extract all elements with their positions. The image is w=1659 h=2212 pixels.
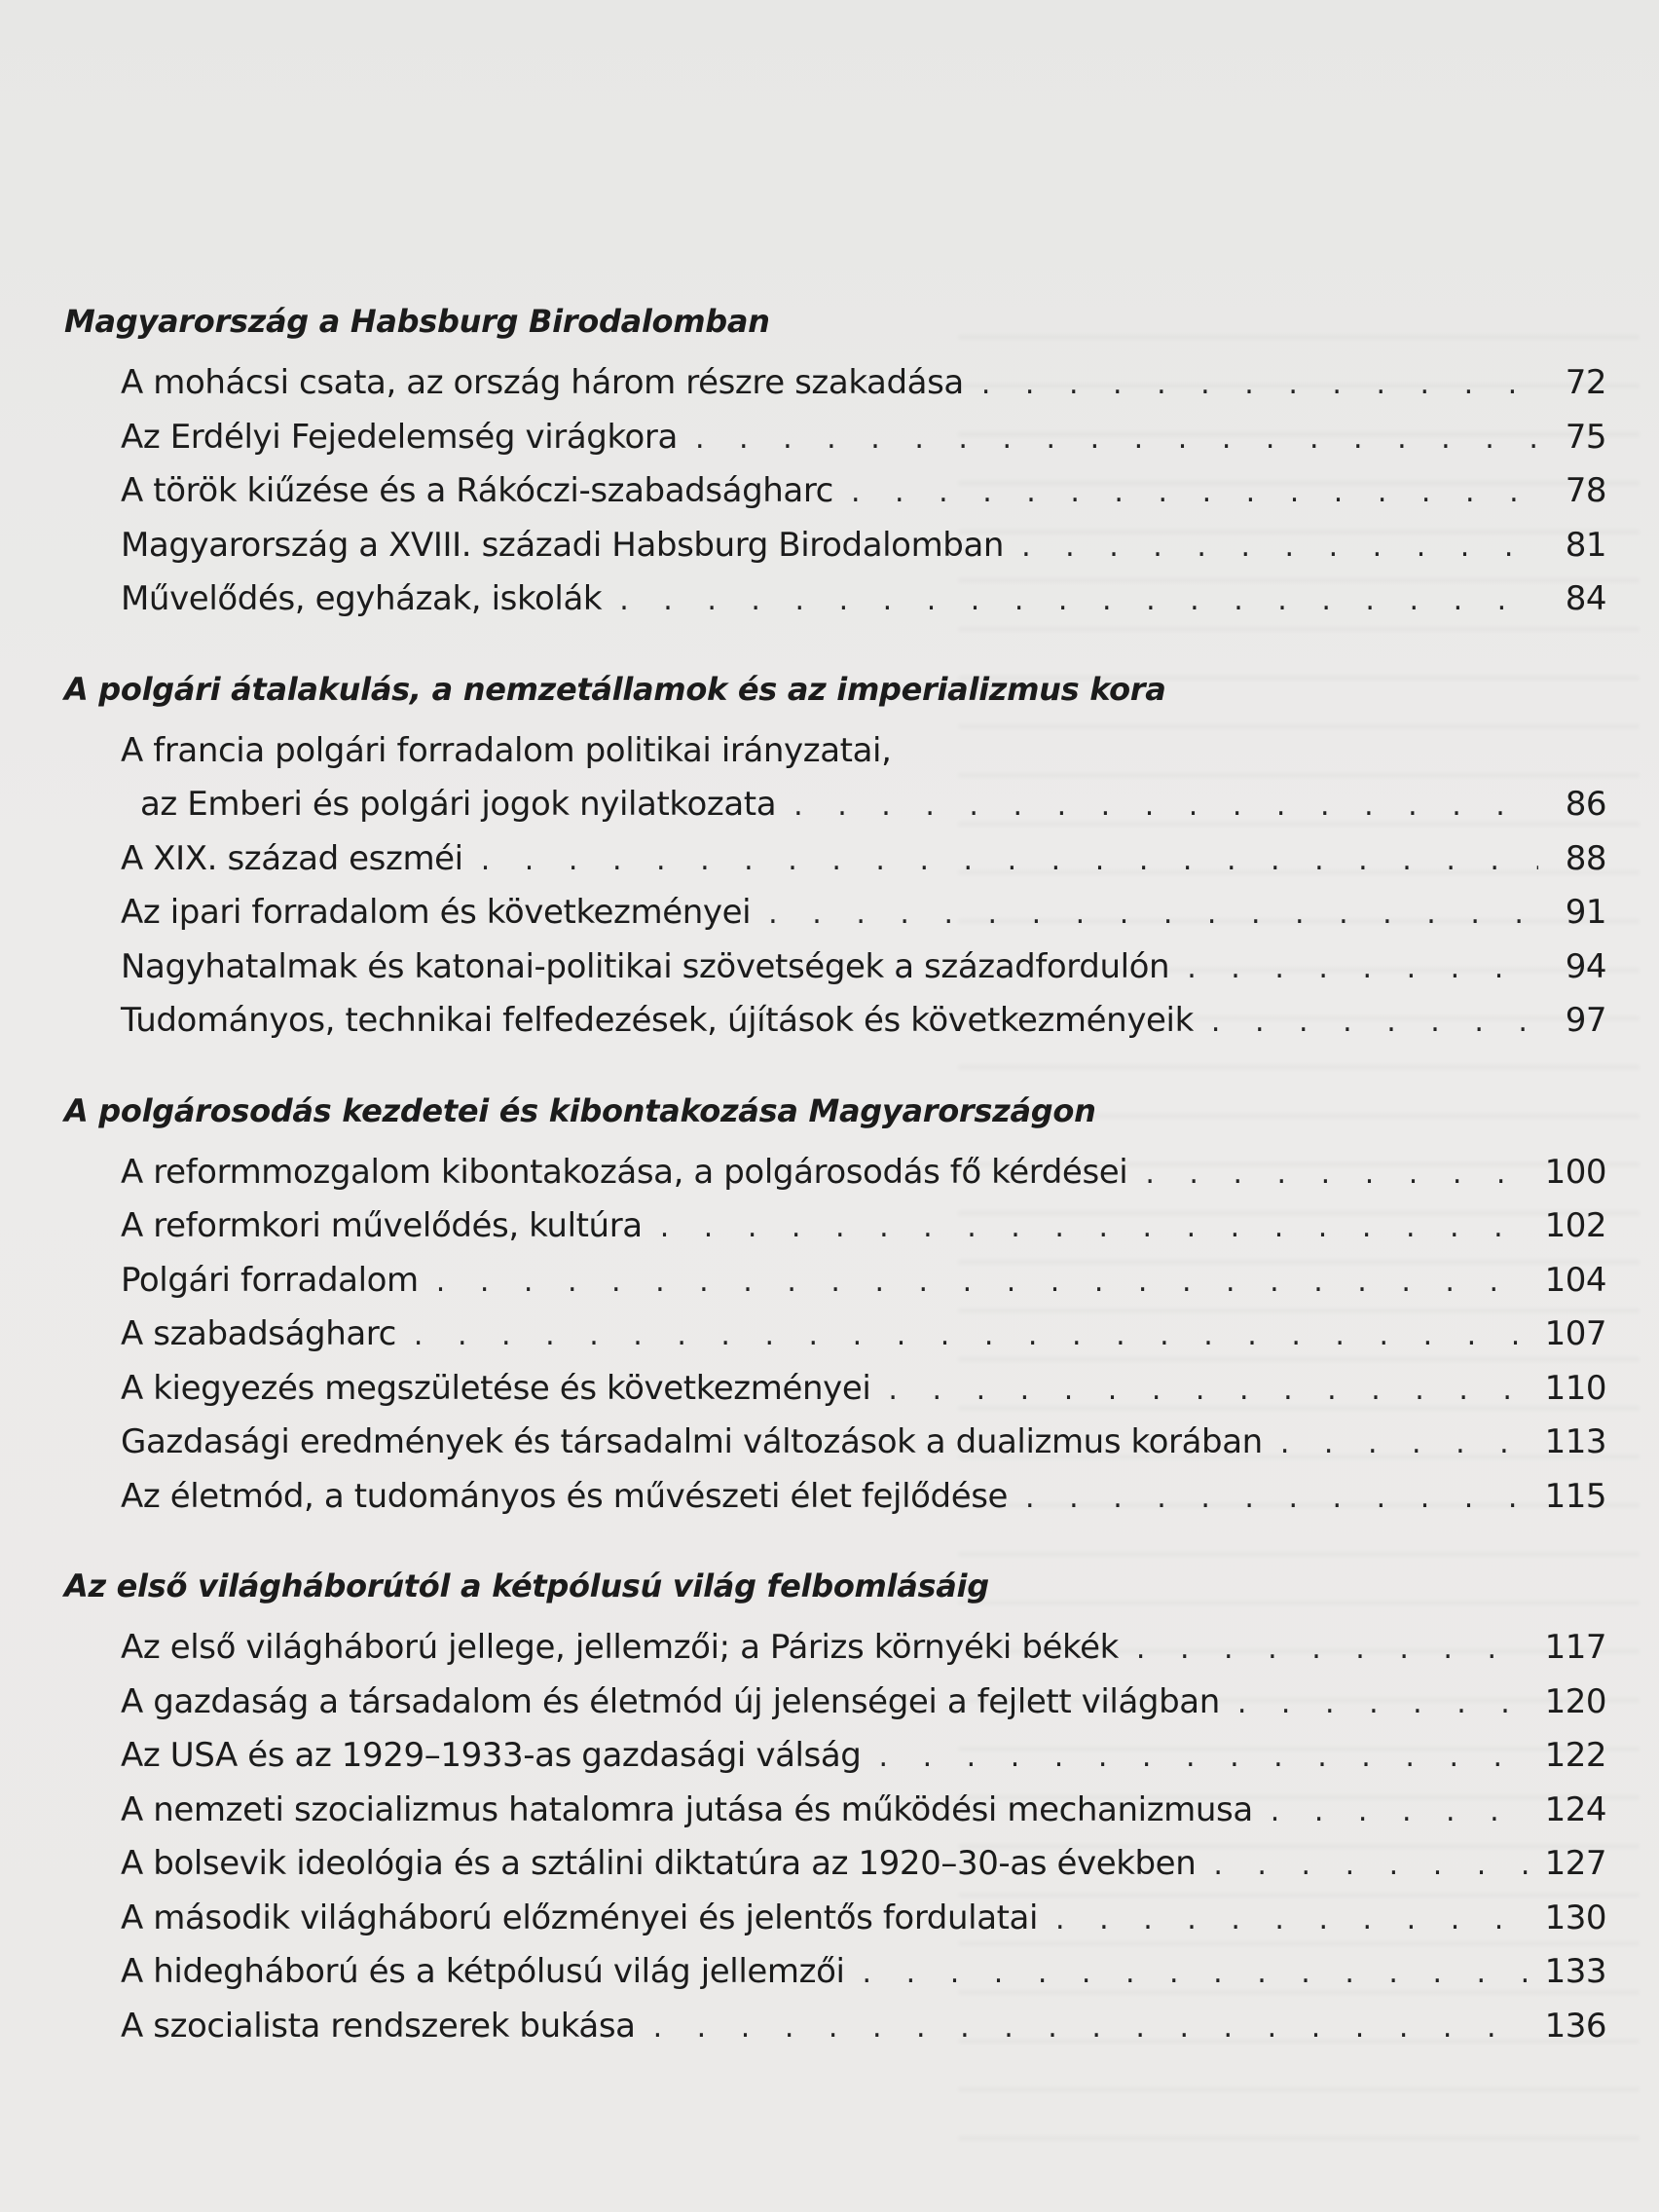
toc-section	[64, 300, 1606, 627]
entry-text: Az USA és az 1929–1933-as gazdasági válság	[121, 1736, 862, 1775]
entry-page: 97	[1565, 1001, 1606, 1040]
toc-entry	[64, 572, 1606, 627]
entry-page: 115	[1544, 1476, 1606, 1516]
toc-entry	[64, 411, 1606, 465]
leader-dots	[1271, 1785, 1531, 1839]
entry-page: 86	[1565, 785, 1606, 824]
entry-page: 110	[1544, 1368, 1606, 1408]
toc-entry	[64, 994, 1606, 1049]
toc-entry	[64, 1470, 1606, 1525]
leader-dots	[888, 1363, 1530, 1418]
leader-dots	[1280, 1417, 1531, 1471]
leader-dots	[879, 1730, 1531, 1785]
entry-page: 94	[1565, 946, 1606, 986]
entry-text: A francia polgári forradalom politikai irányzatai,	[121, 730, 892, 770]
entry-text: Az első világháború jellege, jellemzői; a Párizs környéki békék	[121, 1628, 1119, 1667]
leader-dots	[981, 357, 1538, 412]
leader-dots	[851, 465, 1538, 520]
entry-text: Polgári forradalom	[121, 1260, 419, 1300]
toc-entry	[64, 724, 1606, 779]
entry-text: az Emberi és polgári jogok nyilatkozata	[140, 785, 777, 824]
entry-page: 91	[1565, 893, 1606, 932]
leader-dots	[653, 2001, 1531, 2055]
entry-text: A második világháború előzményei és jelentős fordulatai	[121, 1898, 1039, 1937]
leader-dots	[619, 573, 1538, 628]
entry-text: A gazdaság a társadalom és életmód új jelenségei a fejlett világban	[121, 1681, 1220, 1721]
entry-page: 130	[1544, 1898, 1606, 1937]
toc-entry	[64, 886, 1606, 940]
toc-entry	[64, 940, 1606, 995]
leader-dots	[1136, 1622, 1531, 1677]
leader-dots	[1055, 1893, 1531, 1947]
section-title: A polgárosodás kezdetei és kibontakozása Magyarországon	[64, 1091, 1096, 1129]
toc-entry	[64, 1362, 1606, 1417]
leader-dots	[793, 779, 1538, 833]
entry-text: A mohácsi csata, az ország három részre szakadása	[121, 363, 964, 402]
entry-page: 104	[1544, 1260, 1606, 1300]
toc-entry	[64, 1676, 1606, 1730]
toc-entry	[64, 1308, 1606, 1362]
entry-text: A szocialista rendszerek bukása	[121, 2006, 636, 2046]
leader-dots	[1213, 1838, 1530, 1893]
toc-section	[64, 668, 1606, 1049]
entry-page: 124	[1544, 1789, 1606, 1829]
leader-dots	[1145, 1147, 1530, 1201]
leader-dots	[660, 1200, 1531, 1255]
toc-entry	[64, 2000, 1606, 2054]
entry-page: 78	[1565, 471, 1606, 510]
entry-text: A XIX. század eszméi	[121, 838, 463, 878]
entry-text: A reformkori művelődés, kultúra	[121, 1206, 643, 1245]
section-title: A polgári átalakulás, a nemzetállamok és az imperializmus kora	[64, 670, 1166, 708]
leader-dots	[695, 412, 1538, 466]
toc-entry	[64, 1784, 1606, 1838]
leader-dots	[414, 1309, 1531, 1363]
entry-text: Az életmód, a tudományos és művészeti élet fejlődése	[121, 1476, 1009, 1516]
entry-text: Gazdasági eredmények és társadalmi változások a dualizmus korában	[121, 1422, 1263, 1461]
entry-text: Művelődés, egyházak, iskolák	[121, 579, 603, 618]
entry-page: 81	[1565, 525, 1606, 565]
leader-dots	[863, 1946, 1531, 2001]
entry-page: 75	[1565, 417, 1606, 457]
toc-entry	[64, 1621, 1606, 1676]
entry-text: Az ipari forradalom és következményei	[121, 893, 752, 932]
entry-page: 136	[1544, 2006, 1606, 2046]
leader-dots	[1187, 941, 1538, 996]
toc-entry	[64, 778, 1606, 832]
toc-entry	[64, 519, 1606, 573]
leader-dots	[1237, 1677, 1531, 1731]
toc-entry	[64, 1199, 1606, 1254]
toc-entry	[64, 1729, 1606, 1784]
section-title: Magyarország a Habsburg Birodalomban	[64, 303, 770, 340]
entry-text: A szabadságharc	[121, 1314, 396, 1353]
entry-page: 107	[1544, 1314, 1606, 1353]
entry-page: 84	[1565, 579, 1606, 618]
toc-entry	[64, 1416, 1606, 1470]
toc-entry	[64, 832, 1606, 887]
entry-page: 72	[1565, 363, 1606, 402]
entry-page: 127	[1544, 1844, 1606, 1883]
entry-text: A török kiűzése és a Rákóczi-szabadságharc	[121, 471, 833, 510]
toc-entry	[64, 1254, 1606, 1309]
entry-text: Nagyhatalmak és katonai-politikai szövetségek a századfordulón	[121, 946, 1170, 986]
entry-page: 120	[1544, 1681, 1606, 1721]
entry-text: Tudományos, technikai felfedezések, újítások és következményeik	[121, 1001, 1194, 1040]
leader-dots	[1021, 520, 1538, 574]
section-title: Az első világháborútól a kétpólusú világ felbomlásáig	[64, 1567, 989, 1604]
toc-entry	[64, 356, 1606, 411]
entry-text: Magyarország a XVIII. századi Habsburg Birodalomban	[121, 525, 1005, 565]
entry-page: 122	[1544, 1736, 1606, 1775]
leader-dots	[436, 1255, 1531, 1309]
entry-page: 133	[1544, 1952, 1606, 1991]
toc-section	[64, 1089, 1606, 1525]
entry-text: A kiegyezés megszületése és következményei	[121, 1368, 871, 1408]
leader-dots	[1211, 995, 1538, 1050]
leader-dots	[481, 833, 1538, 888]
entry-page: 100	[1544, 1152, 1606, 1192]
leader-dots	[768, 887, 1538, 941]
entry-page: 117	[1544, 1628, 1606, 1667]
entry-page: 102	[1544, 1206, 1606, 1245]
entry-text: A hidegháború és a kétpólusú világ jellemzői	[121, 1952, 845, 1991]
entry-page: 88	[1565, 838, 1606, 878]
toc-entry	[64, 1945, 1606, 2000]
entry-text: Az Erdélyi Fejedelemség virágkora	[121, 417, 678, 457]
leader-dots	[1025, 1471, 1531, 1526]
toc-entry	[64, 1146, 1606, 1200]
entry-text: A nemzeti szocializmus hatalomra jutása és működési mechanizmusa	[121, 1789, 1253, 1829]
table-of-contents	[64, 300, 1606, 2094]
entry-text: A reformmozgalom kibontakozása, a polgárosodás fő kérdései	[121, 1152, 1128, 1192]
entry-text: A bolsevik ideológia és a sztálini diktatúra az 1920–30-as években	[121, 1844, 1197, 1883]
toc-section	[64, 1565, 1606, 2053]
entry-page: 113	[1544, 1422, 1606, 1461]
toc-entry	[64, 464, 1606, 519]
toc-entry	[64, 1892, 1606, 1946]
toc-entry	[64, 1837, 1606, 1892]
